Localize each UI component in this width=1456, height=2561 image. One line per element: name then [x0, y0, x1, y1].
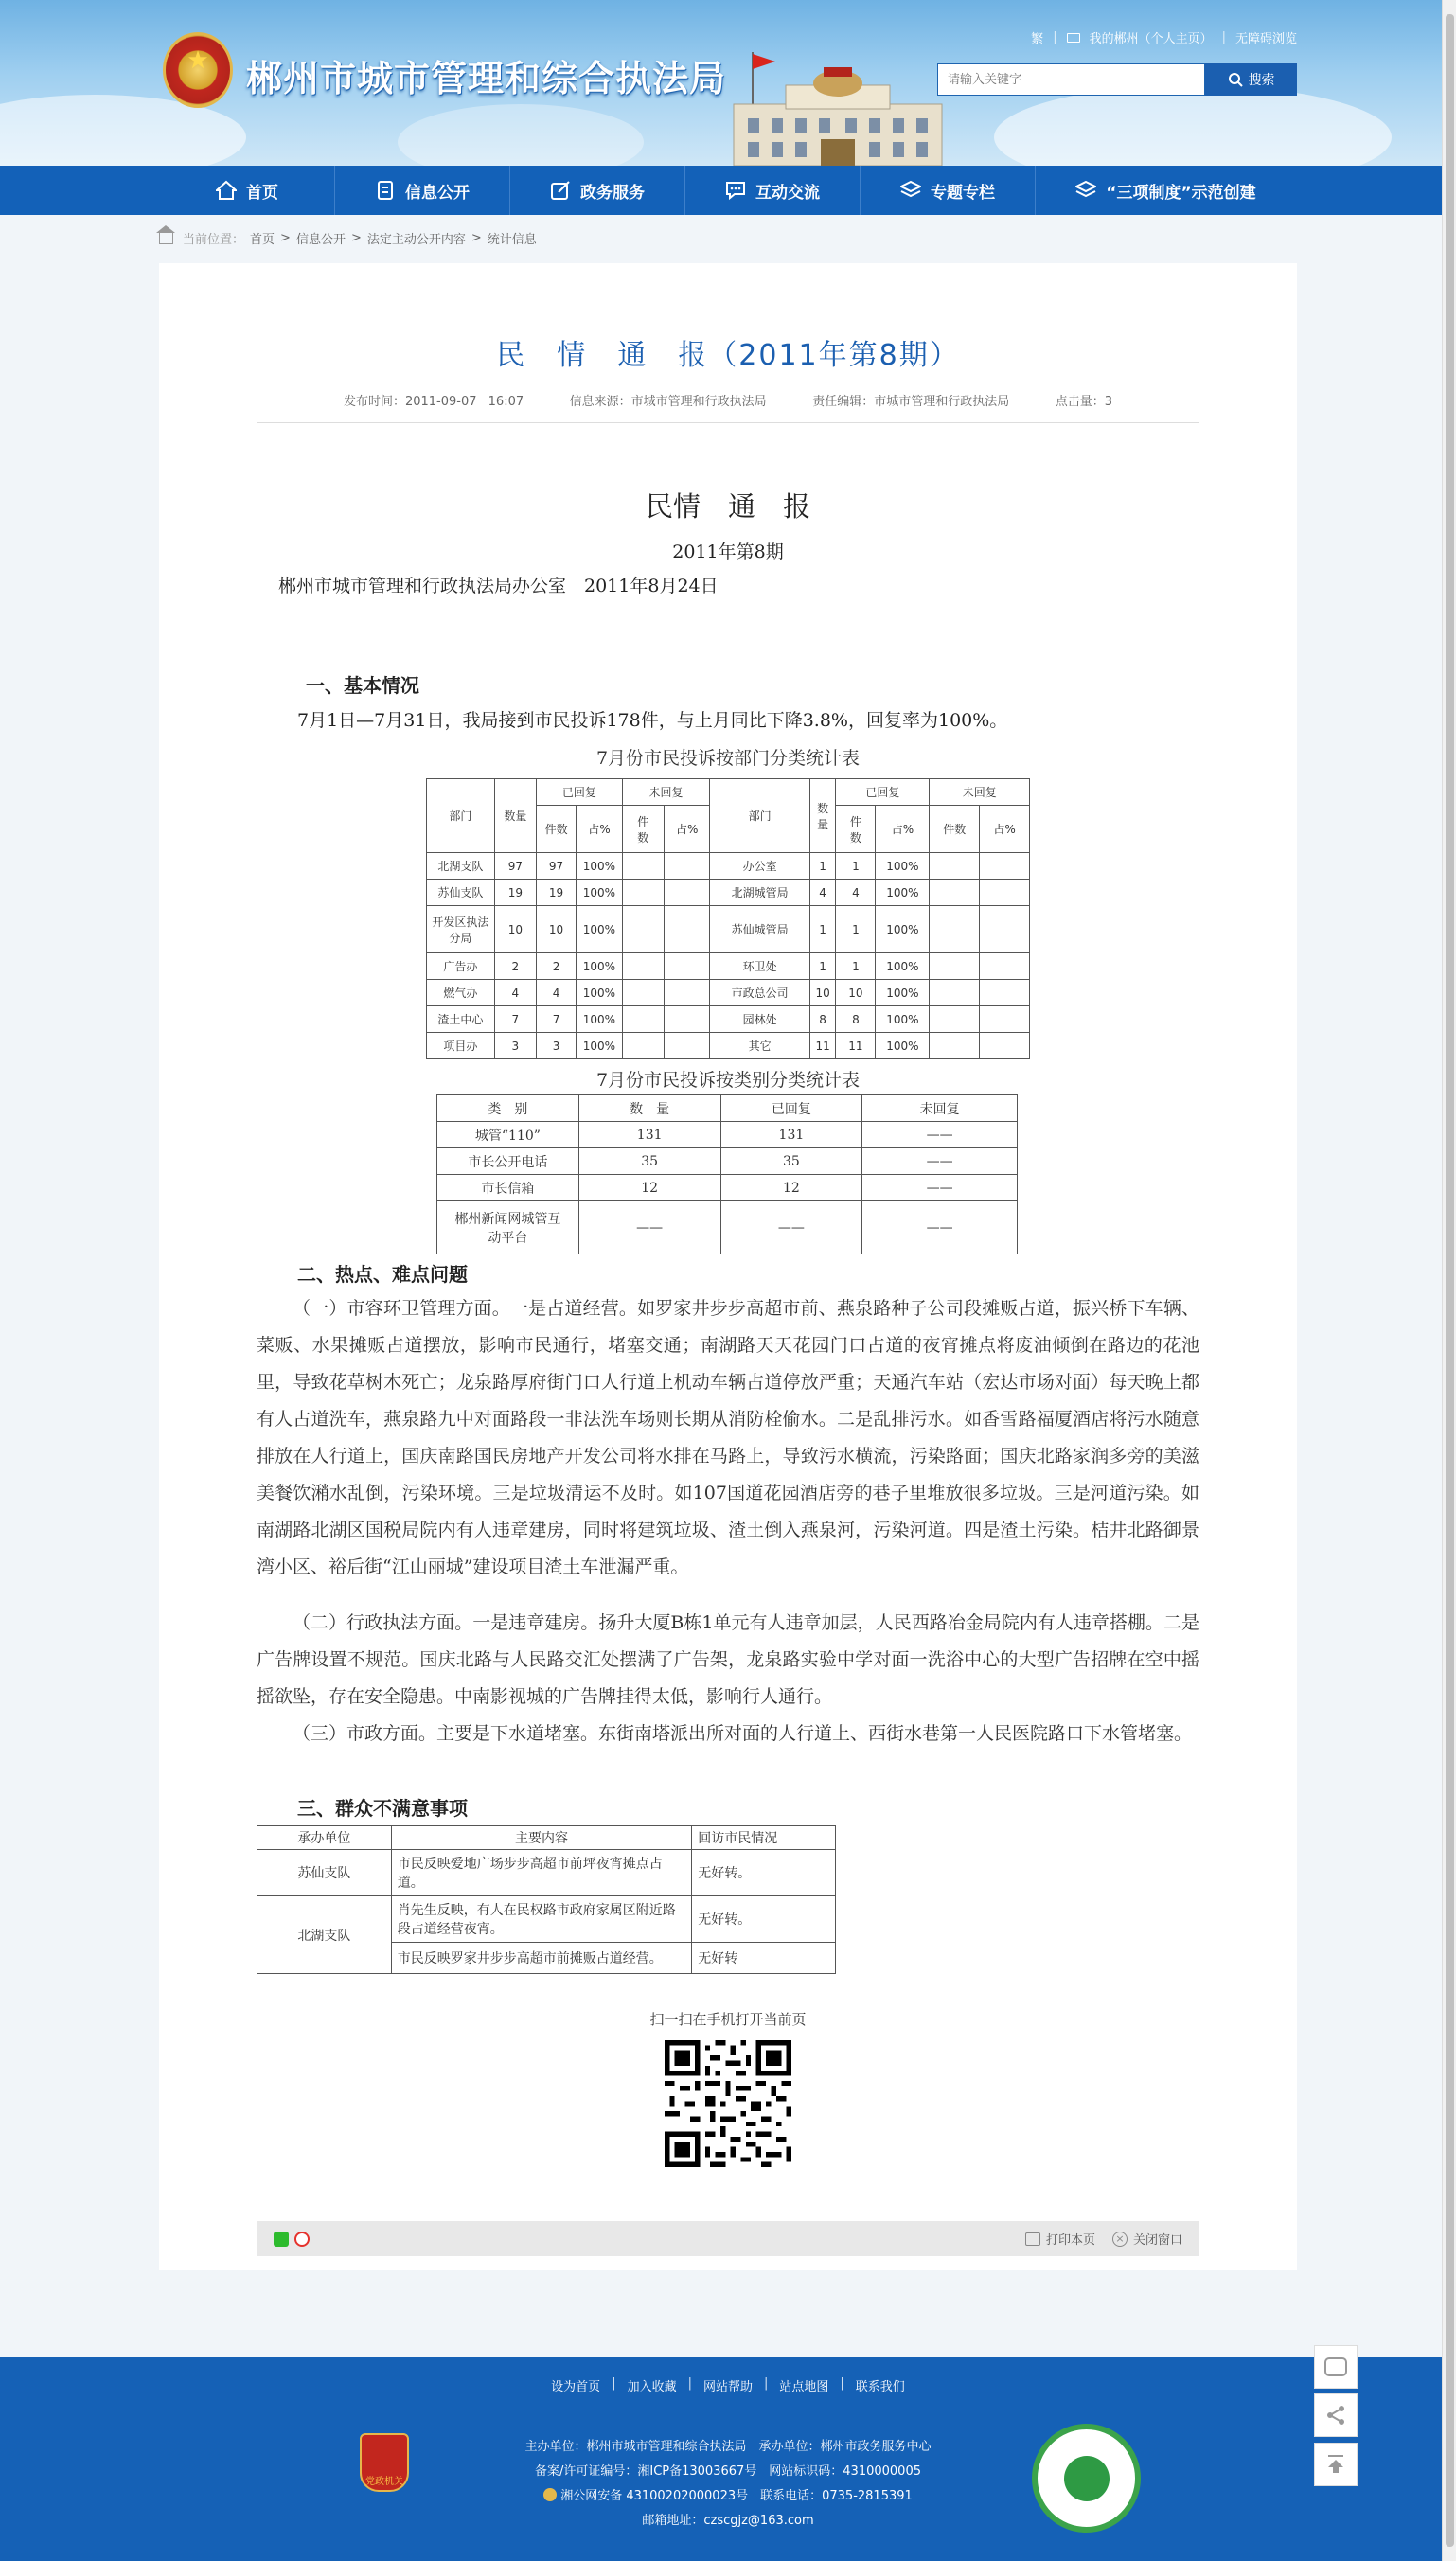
footer-link-contact[interactable]: 联系我们 [855, 2380, 905, 2394]
table-header: 占% [577, 806, 623, 853]
footer-police-record [0, 2484, 1456, 2509]
cell: 3 [494, 1033, 536, 1059]
paragraph: （二）行政执法方面。一是违章建房。扬升大厦B栋1单元有人违章加层，人民西路冶金局院内有人违章搭棚。二是广告牌设置不规范。国庆北路与人民路交汇处摆满了广告架，龙泉路实验中学对面一洗浴中心的大型广告招牌在空中摇摇欲坠，存在安全隐患。中南影视城的广告牌挂得太低，影响行人通行。 [257, 1612, 1199, 1707]
cell: 1 [836, 853, 876, 880]
footer-police-text: 湘公网安备 43100202000023号 联系电话：0735-2815391 [560, 2489, 913, 2503]
nav-label: “三项制度”示范创建 [1106, 183, 1256, 203]
badge-label: 党政机关 [365, 2477, 403, 2487]
table-header: 未回复 [622, 779, 710, 806]
cell: 4 [836, 880, 876, 906]
nav-item-interaction[interactable] [685, 166, 861, 215]
search-button[interactable] [1205, 63, 1297, 96]
cell: 办公室 [710, 853, 809, 880]
cell: —— [862, 1175, 1018, 1201]
cell [930, 1033, 980, 1059]
cell: 北湖城管局 [710, 880, 809, 906]
breadcrumb-item-statutory[interactable]: 法定主动公开内容 [366, 233, 466, 247]
breadcrumb-separator: > [471, 231, 482, 245]
table-header: 未回复 [862, 1095, 1018, 1122]
my-chenzhou-link[interactable]: 我的郴州（个人主页） [1089, 32, 1213, 46]
site-header [0, 0, 1456, 166]
table-header: 占% [664, 806, 710, 853]
search-input[interactable] [937, 63, 1205, 96]
table-header: 件数 [536, 806, 576, 853]
divider: | [1221, 30, 1226, 44]
article-toolbar [257, 2221, 1199, 2256]
table-row [437, 1201, 1018, 1254]
divider: | [764, 2376, 769, 2391]
cell: 97 [536, 853, 576, 880]
cell: 苏仙支队 [257, 1850, 392, 1896]
cell [664, 1006, 710, 1033]
cell: 131 [578, 1122, 720, 1148]
cell: 郴州新闻网城管互动平台 [437, 1201, 579, 1254]
table-header: 数 量 [578, 1095, 720, 1122]
cell [622, 906, 664, 953]
nav-item-special-topics[interactable] [861, 166, 1036, 215]
police-badge-icon [543, 2488, 557, 2501]
table-row [427, 953, 1030, 980]
cell: 其它 [710, 1033, 809, 1059]
arrow-up-icon [1324, 2453, 1347, 2476]
breadcrumb-item-home[interactable]: 首页 [250, 233, 275, 247]
cell: 园林处 [710, 1006, 809, 1033]
nav-item-info-public[interactable] [335, 166, 510, 215]
home-icon [216, 180, 237, 201]
table-header: 数量 [494, 779, 536, 853]
table-header: 回访市民情况 [692, 1826, 836, 1850]
cell: 4 [809, 880, 835, 906]
share-float-button[interactable] [1314, 2393, 1358, 2437]
cell: 4 [536, 980, 576, 1006]
qr-caption: 扫一扫在手机打开当前页 [649, 2011, 807, 2028]
document-issue: 2011年第8期 [672, 542, 784, 562]
paragraph: （三）市政方面。主要是下水道堵塞。东街南塔派出所对面的人行道上、西街水巷第一人民医院路口下水管堵塞。 [293, 1723, 1193, 1744]
nav-label: 政务服务 [580, 183, 645, 203]
breadcrumb-prefix: 当前位置： [183, 233, 245, 247]
document-icon [375, 180, 396, 201]
section-heading: 三、群众不满意事项 [297, 1797, 468, 1820]
cell [930, 880, 980, 906]
cell: —— [862, 1122, 1018, 1148]
cell [664, 1033, 710, 1059]
cell: 项目办 [427, 1033, 495, 1059]
leaf-icon [1064, 2456, 1110, 2501]
footer-link-sitemap[interactable]: 站点地图 [779, 2380, 829, 2394]
cell: 10 [836, 980, 876, 1006]
cloud-decoration [994, 85, 1392, 166]
paragraph: （一）市容环卫管理方面。一是占道经营。如罗家井步步高超市前、燕泉路种子公司段摊贩占道，振兴桥下车辆、菜贩、水果摊贩占道摆放，影响市民通行，堵塞交通；南湖路天天花园门口占道的夜宵摊点将废油倾倒在路边的花池里，导致花草树木死亡；龙泉路厚府街门口人行道上机动车辆占道停放严重；天通汽车站（宏达市场对面）每天晚上都有人占道洗车，燕泉路九中对面路段一非法洗车场则长期从消防栓偷水。二是乱排污水。如香雪路福厦酒店将污水随意排放在人行道上，国庆南路国民房地产开发公司将水排在马路上，导致污水横流，污染路面；国庆北路家润多旁的美滋美餐饮潲水乱倒，污染环境。三是垃圾清运不及时。如107国道花园酒店旁的巷子里堆放很多垃圾。三是河道污染。如南湖路北湖区国税局院内有人违章建房，同时将建筑垃圾、渣土倒入燕泉河，污染河道。四是渣土污染。桔井北路御景湾小区、裕后街“江山丽城”建设项目渣土车泄漏严重。 [257, 1298, 1199, 1577]
search-icon [1228, 72, 1243, 87]
cell: 100% [876, 953, 930, 980]
footer-link-favorite[interactable]: 加入收藏 [627, 2380, 677, 2394]
cell: 7 [536, 1006, 576, 1033]
cell [664, 953, 710, 980]
cell [664, 980, 710, 1006]
cell: 2 [536, 953, 576, 980]
cell: —— [578, 1201, 720, 1254]
table-header: 件数 [930, 806, 980, 853]
cell: 100% [876, 906, 930, 953]
cell: 无好转。 [692, 1896, 836, 1943]
cell: 100% [577, 953, 623, 980]
table-row [257, 1850, 836, 1896]
table-header: 件 数 [622, 806, 664, 853]
qr-code-image [665, 2040, 791, 2167]
section-heading: 一、基本情况 [306, 674, 419, 697]
cell [930, 906, 980, 953]
table-row [427, 853, 1030, 880]
cell: 1 [836, 953, 876, 980]
close-icon: × [1112, 2232, 1128, 2247]
traditional-chinese-link[interactable]: 繁 [1031, 32, 1044, 46]
cell [664, 853, 710, 880]
cell [664, 880, 710, 906]
cell: 8 [836, 1006, 876, 1033]
cell [622, 1033, 664, 1059]
cell: 1 [809, 906, 835, 953]
cell: 市长公开电话 [437, 1148, 579, 1175]
cell [980, 853, 1030, 880]
cell [930, 853, 980, 880]
category-stats-table [436, 1094, 1018, 1254]
cell [980, 1033, 1030, 1059]
cell: 100% [876, 853, 930, 880]
cell [980, 880, 1030, 906]
table-row [427, 1006, 1030, 1033]
table-header: 部门 [710, 779, 809, 853]
section-heading: 二、热点、难点问题 [297, 1263, 468, 1286]
breadcrumb-item-info-public[interactable]: 信息公开 [295, 233, 346, 247]
hit-count: 点击量：3 [1055, 395, 1113, 409]
cell: 燃气办 [427, 980, 495, 1006]
table-row [437, 1175, 1018, 1201]
cell: 12 [720, 1175, 862, 1201]
cell: 2 [494, 953, 536, 980]
table-row [437, 1122, 1018, 1148]
cell: 35 [578, 1148, 720, 1175]
table-header: 占% [980, 806, 1030, 853]
cell [622, 880, 664, 906]
cell [980, 980, 1030, 1006]
accessibility-link[interactable]: 无障碍浏览 [1234, 32, 1297, 46]
cell: 无好转 [692, 1943, 836, 1974]
cell [930, 1006, 980, 1033]
table-row [427, 1033, 1030, 1059]
monitor-icon [1067, 33, 1080, 43]
document-title: 民情 通 报 [645, 490, 810, 523]
chat-icon [725, 180, 746, 201]
table-caption: 7月份市民投诉按类别分类统计表 [595, 1070, 861, 1091]
publish-time: 发布时间：2011-09-07 16:07 [343, 395, 524, 409]
share-icons [274, 2232, 310, 2247]
nav-item-gov-service[interactable] [510, 166, 685, 215]
cell: 100% [577, 906, 623, 953]
share-icon [1324, 2404, 1347, 2427]
table-header: 件 数 [836, 806, 876, 853]
cell [622, 853, 664, 880]
cell: 100% [876, 880, 930, 906]
cell: 97 [494, 853, 536, 880]
cell: 北湖支队 [257, 1896, 392, 1974]
cell: 7 [494, 1006, 536, 1033]
cell: 无好转。 [692, 1850, 836, 1896]
printer-icon [1025, 2232, 1040, 2246]
issuer-line: 郴州市城市管理和行政执法局办公室 2011年8月24日 [278, 576, 719, 596]
cell [622, 953, 664, 980]
wechat-icon [1324, 2357, 1347, 2376]
table-header: 类 别 [437, 1095, 579, 1122]
footer-info [0, 2435, 1456, 2534]
cell: 北湖支队 [427, 853, 495, 880]
table-row [427, 906, 1030, 953]
table-row [427, 980, 1030, 1006]
footer-link-set-home[interactable]: 设为首页 [551, 2380, 601, 2394]
cell: 100% [876, 1006, 930, 1033]
print-button[interactable] [1025, 2230, 1095, 2248]
cell: —— [862, 1148, 1018, 1175]
cell [622, 980, 664, 1006]
cell: 100% [577, 853, 623, 880]
table-caption: 7月份市民投诉按部门分类统计表 [595, 748, 861, 769]
cell [664, 906, 710, 953]
back-to-top-button[interactable] [1314, 2443, 1358, 2486]
cell: 35 [720, 1148, 862, 1175]
dept-stats-table [426, 778, 1030, 1059]
cell: 10 [494, 906, 536, 953]
table-header: 部门 [427, 779, 495, 853]
edit-icon [550, 180, 571, 201]
table-row [257, 1896, 836, 1943]
cell: 1 [836, 906, 876, 953]
cell [980, 906, 1030, 953]
weibo-share-icon[interactable] [294, 2232, 310, 2247]
article-panel [159, 263, 1297, 2270]
breadcrumb-separator: > [280, 231, 291, 245]
national-emblem-logo[interactable]: ★ [163, 32, 233, 108]
divider [257, 422, 1199, 423]
cell: 市政总公司 [710, 980, 809, 1006]
nav-label: 首页 [246, 183, 278, 203]
cell: —— [720, 1201, 862, 1254]
cell: 开发区执法分局 [427, 906, 495, 953]
table-header: 承办单位 [257, 1826, 392, 1850]
nav-label: 互动交流 [755, 183, 820, 203]
scrollbar-thumb[interactable] [1446, 14, 1454, 2547]
nav-item-home[interactable] [160, 166, 335, 215]
search-box [937, 63, 1297, 96]
print-label: 打印本页 [1045, 2233, 1095, 2248]
cell: 100% [876, 980, 930, 1006]
breadcrumb-separator: > [350, 231, 362, 245]
close-label: 关闭窗口 [1132, 2233, 1182, 2248]
table-row [427, 880, 1030, 906]
cell: 12 [578, 1175, 720, 1201]
cell: 苏仙支队 [427, 880, 495, 906]
wechat-float-button[interactable] [1314, 2345, 1358, 2389]
cell: 城管“110” [437, 1122, 579, 1148]
cell: 4 [494, 980, 536, 1006]
complaints-table [257, 1825, 836, 1974]
scrollbar[interactable] [1442, 0, 1456, 2561]
divider: | [612, 2376, 616, 2391]
divider: | [687, 2376, 692, 2391]
site-title[interactable]: 郴州市城市管理和综合执法局 [246, 58, 727, 99]
cell: 10 [809, 980, 835, 1006]
cell: 10 [536, 906, 576, 953]
cloud-decoration [398, 104, 644, 166]
cell: 100% [577, 880, 623, 906]
cell: 11 [836, 1033, 876, 1059]
editor: 责任编辑：市城市管理和行政执法局 [812, 395, 1010, 409]
cell: 19 [494, 880, 536, 906]
cell: 1 [809, 953, 835, 980]
cell [980, 953, 1030, 980]
nav-label: 专题专栏 [931, 183, 995, 203]
wechat-share-icon[interactable] [274, 2232, 289, 2247]
cell: 100% [577, 980, 623, 1006]
table-header: 主要内容 [391, 1826, 691, 1850]
layers-icon [900, 180, 921, 201]
paragraph: 7月1日—7月31日，我局接到市民投诉178件，与上月同比下降3.8%，回复率为100%。 [297, 710, 1008, 731]
cell: 渣土中心 [427, 1006, 495, 1033]
cell: 11 [809, 1033, 835, 1059]
search-button-label: 搜索 [1248, 73, 1275, 88]
cell: 100% [577, 1006, 623, 1033]
table-row [437, 1148, 1018, 1175]
footer-icp: 备案/许可证编号：湘ICP备13003667号 网站标识码：4310000005 [534, 2464, 921, 2479]
nav-item-three-systems[interactable] [1036, 166, 1296, 215]
cell: 8 [809, 1006, 835, 1033]
footer-sponsor: 主办单位：郴州市城市管理和综合执法局 承办单位：郴州市政务服务中心 [524, 2440, 932, 2454]
table-header: 已回复 [836, 779, 930, 806]
cell: 1 [809, 853, 835, 880]
table-header: 已回复 [536, 779, 622, 806]
cell: 市民反映爱地广场步步高超市前坪夜宵摊点占道。 [391, 1850, 691, 1896]
cell: 肖先生反映，有人在民权路市政府家属区附近路段占道经营夜宵。 [391, 1896, 691, 1943]
home-icon [159, 232, 173, 244]
top-links [1031, 28, 1297, 46]
cell: 3 [536, 1033, 576, 1059]
divider: | [1053, 30, 1057, 44]
main-nav [0, 166, 1456, 215]
table-header: 占% [876, 806, 930, 853]
info-source: 信息来源：市城市管理和行政执法局 [569, 395, 767, 409]
table-header: 未回复 [930, 779, 1030, 806]
cell [980, 1006, 1030, 1033]
cell: 市长信箱 [437, 1175, 579, 1201]
breadcrumb-item-statistics[interactable]: 统计信息 [487, 233, 537, 247]
cell [930, 953, 980, 980]
cell: 100% [876, 1033, 930, 1059]
cell: 苏仙城管局 [710, 906, 809, 953]
site-footer [0, 2357, 1456, 2561]
nav-label: 信息公开 [405, 183, 470, 203]
table-header: 已回复 [720, 1095, 862, 1122]
cell: 131 [720, 1122, 862, 1148]
cell: —— [862, 1201, 1018, 1254]
article-meta [159, 391, 1297, 409]
footer-links [0, 2376, 1456, 2394]
cell: 广告办 [427, 953, 495, 980]
cell [622, 1006, 664, 1033]
close-window-button[interactable] [1112, 2230, 1182, 2248]
divider: | [840, 2376, 844, 2391]
civilized-city-badge[interactable] [1032, 2424, 1141, 2533]
article-title: 民 情 通 报（2011年第8期） [496, 339, 960, 372]
table-header: 数 量 [809, 779, 835, 853]
layers-icon [1075, 180, 1096, 201]
cell: 100% [577, 1033, 623, 1059]
footer-email: 邮箱地址：czscgjz@163.com [642, 2514, 814, 2528]
breadcrumb [159, 229, 537, 247]
footer-link-help[interactable]: 网站帮助 [702, 2380, 753, 2394]
cell: 19 [536, 880, 576, 906]
cell: 市民反映罗家井步步高超市前摊贩占道经营。 [391, 1943, 691, 1974]
cell [930, 980, 980, 1006]
cell: 环卫处 [710, 953, 809, 980]
